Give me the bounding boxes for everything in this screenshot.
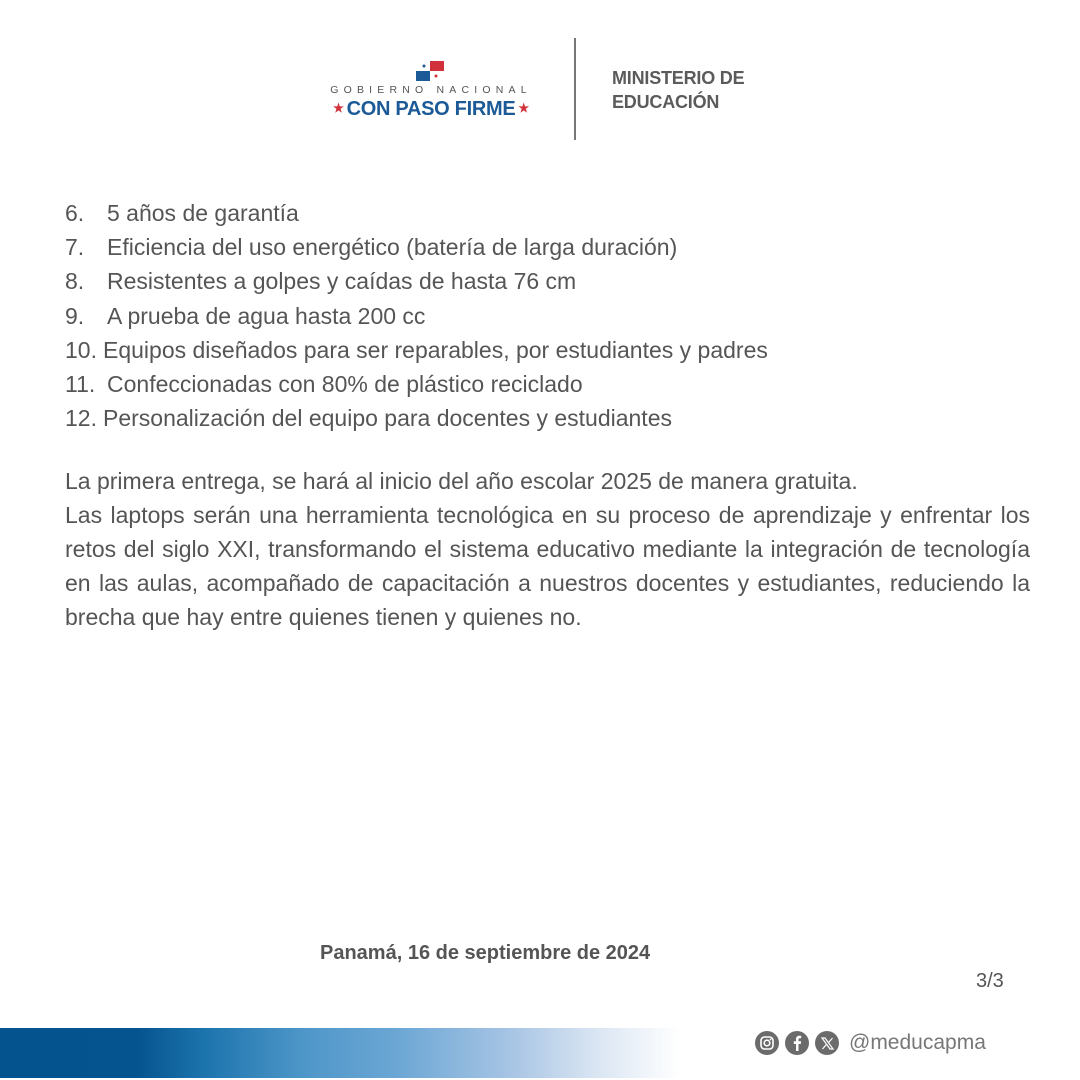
- list-number: 6.: [65, 200, 85, 226]
- star-icon: ★: [333, 101, 344, 115]
- star-icon: ★: [518, 101, 529, 115]
- body-text: [65, 464, 1030, 634]
- con-paso-firme-logo: [318, 98, 544, 121]
- instagram-icon[interactable]: [755, 1031, 779, 1055]
- footer-gradient-bar: [0, 1028, 680, 1078]
- header: [0, 0, 1080, 160]
- list-item: [65, 367, 1025, 401]
- list-number: 12.: [65, 405, 97, 432]
- list-text: 5 años de garantía: [107, 200, 299, 226]
- list-number: 10.: [65, 336, 97, 363]
- ministry-line-1: MINISTERIO DE: [612, 68, 745, 88]
- list-item: [65, 230, 1025, 264]
- ministry-title: [612, 66, 744, 114]
- list-text: Confeccionadas con 80% de plástico reciclado: [107, 371, 583, 398]
- list-text: Personalización del equipo para docentes y estudiantes: [103, 405, 672, 432]
- list-item: [65, 333, 1025, 367]
- list-item: [65, 264, 1025, 298]
- page-number: 3/3: [976, 970, 1004, 992]
- social-links: [755, 1030, 986, 1056]
- date-line: Panamá, 16 de septiembre de 2024: [320, 942, 651, 964]
- ministry-line-2: EDUCACIÓN: [612, 92, 720, 112]
- features-list: [65, 196, 1025, 435]
- social-handle[interactable]: @meducapma: [849, 1031, 986, 1054]
- paragraph-first-delivery: La primera entrega, se hará al inicio del año escolar 2025 de manera gratuita.: [65, 468, 858, 494]
- list-number: 9.: [65, 302, 85, 329]
- list-number: 11.: [65, 371, 96, 398]
- list-text: Resistentes a golpes y caídas de hasta 76 cm: [107, 268, 577, 295]
- list-item: [65, 299, 1025, 333]
- list-item: [65, 401, 1025, 435]
- x-icon[interactable]: [815, 1031, 839, 1055]
- gobierno-nacional-label: GOBIERNO NACIONAL: [330, 84, 532, 96]
- facebook-icon[interactable]: [785, 1031, 809, 1055]
- list-text: Equipos diseñados para ser reparables, por estudiantes y padres: [103, 336, 768, 363]
- list-item: [65, 196, 1025, 230]
- con-paso-firme-text: CON PASO FIRME: [346, 98, 516, 120]
- panama-flag-icon: [416, 61, 444, 81]
- paragraph-laptops: Las laptops serán una herramienta tecnológica en su proceso de aprendizaje y enfrentar los retos del siglo XXI, transformando el sistema educativo mediante la integración de tecnología en las aulas, acompañado de capacitación a nuestros docentes y estudiantes, reduciendo la brecha que hay entre quienes tienen y quienes no.: [65, 502, 1030, 630]
- list-number: 7.: [65, 234, 85, 261]
- list-number: 8.: [65, 268, 85, 295]
- header-divider: [574, 38, 576, 140]
- list-text: A prueba de agua hasta 200 cc: [107, 302, 426, 329]
- list-text: Eficiencia del uso energético (batería de larga duración): [107, 234, 678, 261]
